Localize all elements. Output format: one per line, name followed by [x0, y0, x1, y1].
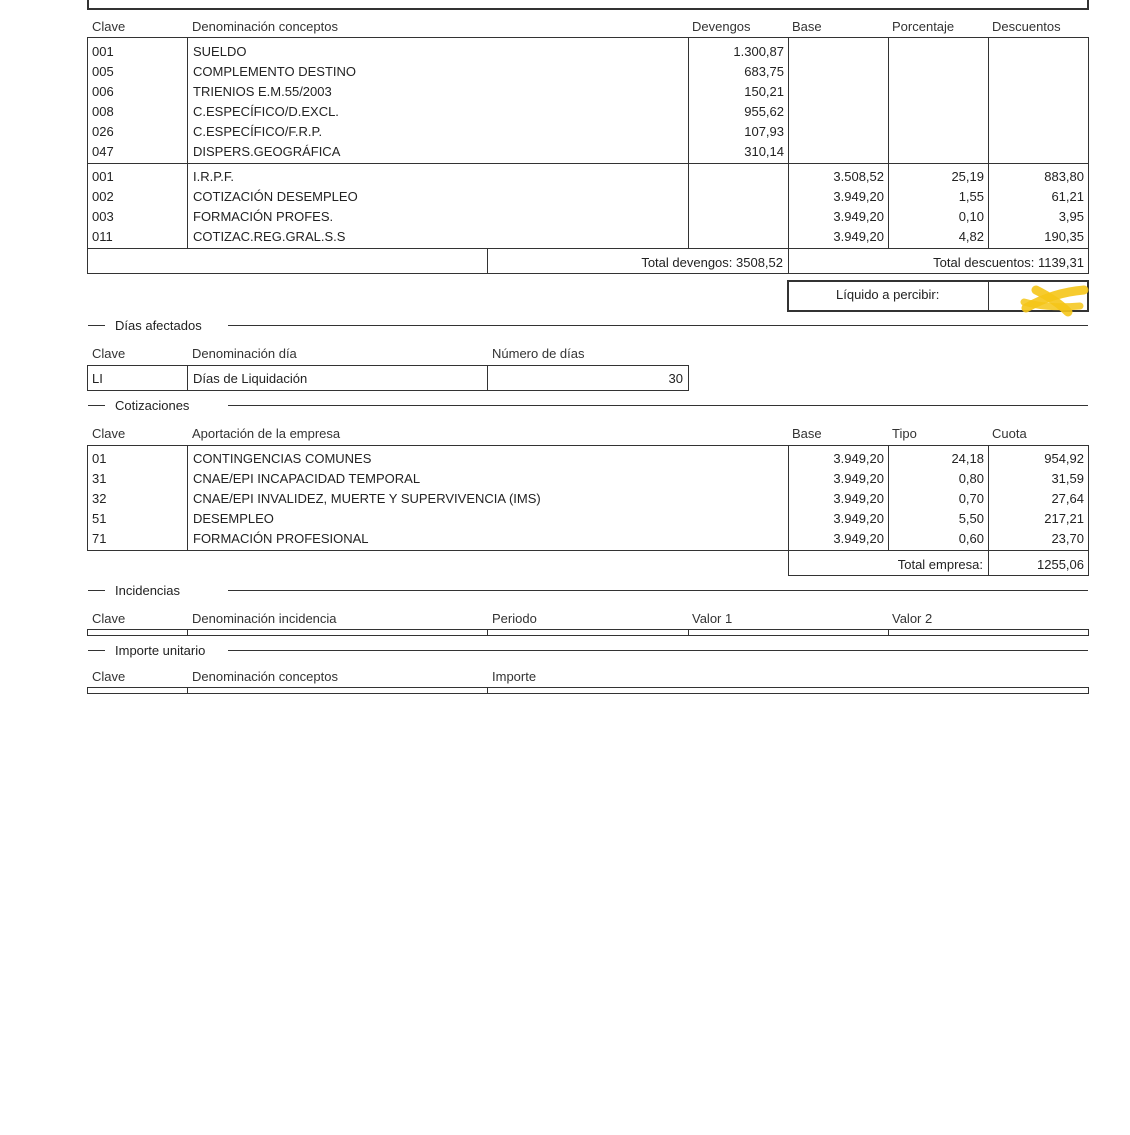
row-clave: LI	[92, 371, 103, 386]
row-denominacion: COTIZACIÓN DESEMPLEO	[193, 189, 358, 204]
row-base: 3.949,20	[833, 511, 884, 526]
row-aportacion: CNAE/EPI INCAPACIDAD TEMPORAL	[193, 471, 421, 486]
row-aportacion: DESEMPLEO	[193, 511, 274, 526]
row-denominacion: SUELDO	[193, 44, 247, 59]
col-header-cuota: Cuota	[992, 426, 1027, 441]
row-base: 3.949,20	[833, 531, 884, 546]
row-denominacion: DISPERS.GEOGRÁFICA	[193, 144, 341, 159]
row-clave: 005	[92, 64, 114, 79]
col-header-base: Base	[792, 19, 822, 34]
col-header-base: Base	[792, 426, 822, 441]
row-porcentaje: 1,55	[958, 189, 984, 204]
section-title-importe-unitario: Importe unitario	[115, 643, 206, 658]
row-devengos: 310,14	[744, 144, 784, 159]
row-denominacion: Días de Liquidación	[193, 371, 308, 386]
col-header-descuentos: Descuentos	[992, 19, 1061, 34]
row-aportacion: CNAE/EPI INVALIDEZ, MUERTE Y SUPERVIVENCIA (IMS)	[193, 491, 541, 506]
header-info-box-fragment	[87, 0, 1089, 10]
importe-unitario-table	[87, 687, 1089, 694]
row-denominacion: COTIZAC.REG.GRAL.S.S	[193, 229, 346, 244]
row-cuota: 954,92	[1044, 451, 1084, 466]
col-header-valor2: Valor 2	[892, 611, 933, 626]
row-clave: 31	[92, 471, 107, 486]
row-denominacion: COMPLEMENTO DESTINO	[193, 64, 357, 79]
row-base: 3.949,20	[833, 471, 884, 486]
row-porcentaje: 0,10	[958, 209, 984, 224]
row-clave: 026	[92, 124, 114, 139]
col-header-tipo: Tipo	[892, 426, 917, 441]
row-devengos: 107,93	[744, 124, 784, 139]
col-header-periodo: Periodo	[492, 611, 537, 626]
col-header-porcentaje: Porcentaje	[892, 19, 955, 34]
col-header-clave: Clave	[92, 426, 126, 441]
total-empresa-label: Total empresa:	[897, 557, 983, 572]
row-cuota: 27,64	[1051, 491, 1084, 506]
col-header-devengos: Devengos	[692, 19, 751, 34]
row-devengos: 683,75	[744, 64, 784, 79]
row-descuentos: 883,80	[1044, 169, 1084, 184]
col-header-clave: Clave	[92, 611, 126, 626]
row-tipo: 24,18	[951, 451, 984, 466]
row-clave: 047	[92, 144, 114, 159]
col-header-denominacion: Denominación incidencia	[192, 611, 337, 626]
row-tipo: 0,70	[958, 491, 984, 506]
row-porcentaje: 25,19	[951, 169, 984, 184]
row-base: 3.949,20	[833, 451, 884, 466]
row-tipo: 5,50	[958, 511, 984, 526]
row-devengos: 150,21	[744, 84, 784, 99]
row-clave: 011	[92, 229, 113, 244]
redaction-mark	[1020, 282, 1090, 318]
total-devengos: Total devengos: 3508,52	[641, 255, 783, 270]
col-header-aportacion: Aportación de la empresa	[192, 426, 341, 441]
section-title-incidencias: Incidencias	[115, 583, 181, 598]
incidencias-table	[87, 629, 1089, 636]
row-clave: 001	[92, 169, 114, 184]
row-devengos: 955,62	[744, 104, 784, 119]
col-header-denominacion: Denominación día	[192, 346, 297, 361]
row-descuentos: 190,35	[1044, 229, 1084, 244]
col-header-numero: Número de días	[492, 346, 585, 361]
row-clave: 32	[92, 491, 107, 506]
row-clave: 01	[92, 451, 107, 466]
row-base: 3.949,20	[833, 209, 884, 224]
row-clave: 003	[92, 209, 114, 224]
liquido-label: Líquido a percibir:	[836, 287, 940, 302]
row-numero: 30	[668, 371, 683, 386]
row-tipo: 0,60	[958, 531, 984, 546]
row-denominacion: I.R.P.F.	[193, 169, 234, 184]
row-base: 3.949,20	[833, 229, 884, 244]
row-clave: 51	[92, 511, 107, 526]
row-clave: 002	[92, 189, 114, 204]
row-clave: 001	[92, 44, 114, 59]
row-descuentos: 3,95	[1058, 209, 1084, 224]
row-clave: 008	[92, 104, 114, 119]
col-header-denominacion: Denominación conceptos	[192, 19, 338, 34]
row-clave: 71	[92, 531, 107, 546]
section-title-cotizaciones: Cotizaciones	[115, 398, 190, 413]
row-denominacion: C.ESPECÍFICO/F.R.P.	[193, 124, 323, 139]
row-descuentos: 61,21	[1051, 189, 1084, 204]
row-cuota: 23,70	[1051, 531, 1084, 546]
row-aportacion: FORMACIÓN PROFESIONAL	[193, 531, 369, 546]
row-denominacion: FORMACIÓN PROFES.	[193, 209, 334, 224]
col-header-clave: Clave	[92, 346, 126, 361]
row-base: 3.949,20	[833, 491, 884, 506]
row-base: 3.508,52	[833, 169, 884, 184]
col-header-importe: Importe	[492, 669, 537, 684]
row-denominacion: C.ESPECÍFICO/D.EXCL.	[193, 104, 339, 119]
row-aportacion: CONTINGENCIAS COMUNES	[193, 451, 372, 466]
row-denominacion: TRIENIOS E.M.55/2003	[193, 84, 332, 99]
row-cuota: 217,21	[1044, 511, 1084, 526]
total-empresa-value: 1255,06	[1037, 557, 1084, 572]
row-porcentaje: 4,82	[958, 229, 984, 244]
row-tipo: 0,80	[958, 471, 984, 486]
col-header-denominacion: Denominación conceptos	[192, 669, 338, 684]
col-header-valor1: Valor 1	[692, 611, 733, 626]
row-cuota: 31,59	[1051, 471, 1084, 486]
row-base: 3.949,20	[833, 189, 884, 204]
row-clave: 006	[92, 84, 114, 99]
col-header-clave: Clave	[92, 669, 126, 684]
col-header-clave: Clave	[92, 19, 126, 34]
section-title-dias: Días afectados	[115, 318, 202, 333]
row-devengos: 1.300,87	[733, 44, 784, 59]
total-descuentos: Total descuentos: 1139,31	[933, 255, 1084, 270]
